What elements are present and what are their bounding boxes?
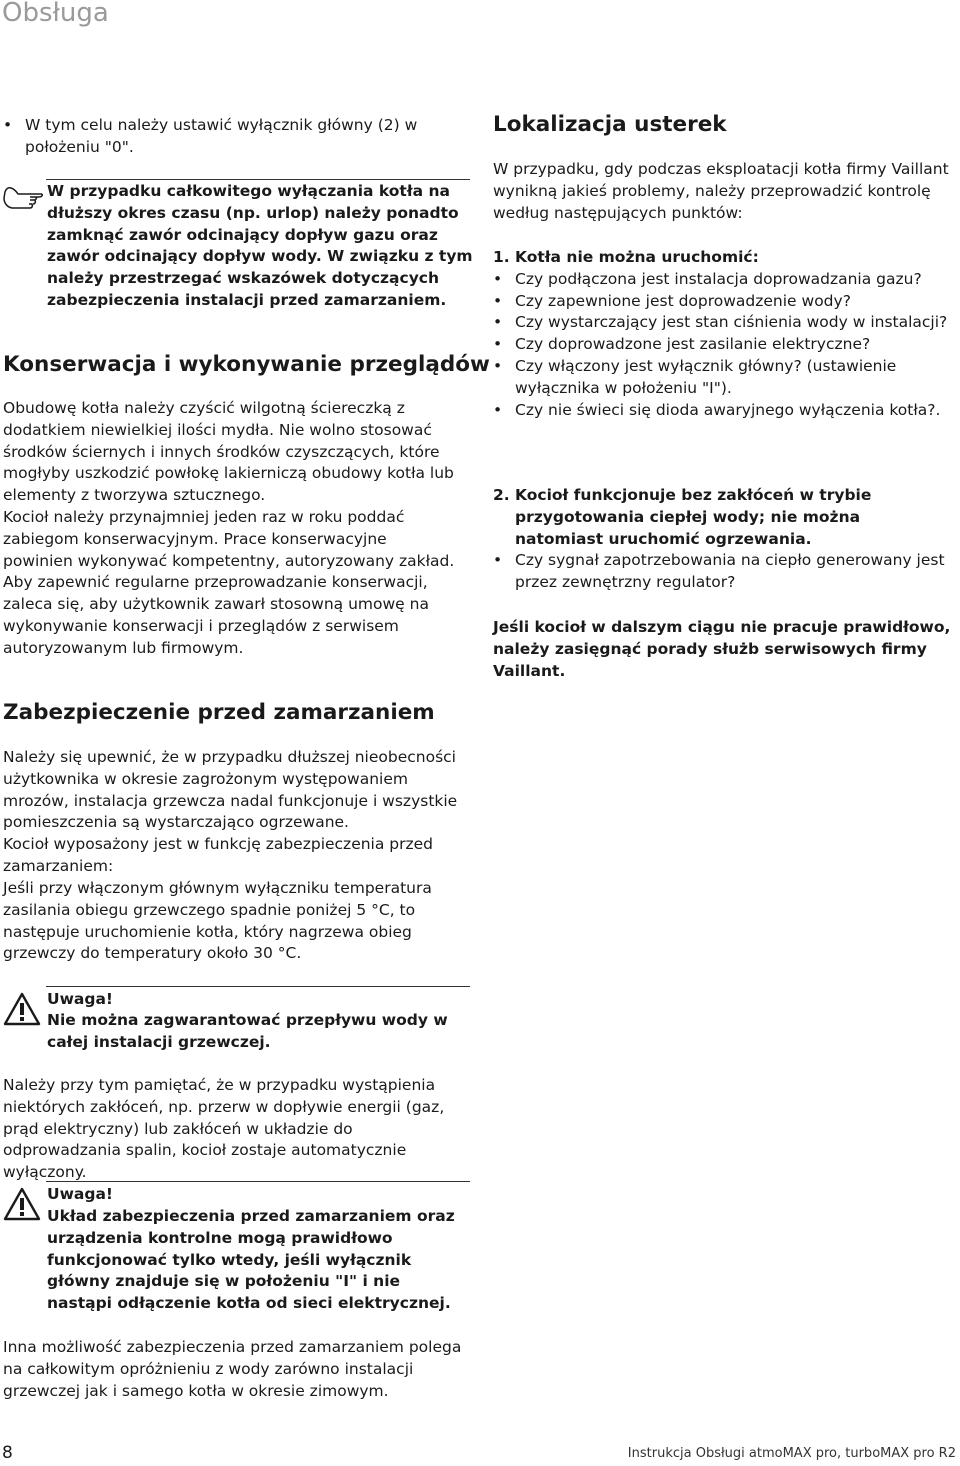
item-2-bullets	[493, 550, 953, 594]
frost-paragraph-4: Należy przy tym pamiętać, że w przypadku wystąpienia niektórych zakłóceń, np. przerw w dopływie energii (gaz, prąd elektryczny) lub zakłóceń w układzie do odprowadzania spalin, kocioł zostaje automatycznie wyłączony.	[3, 1076, 445, 1182]
list-item	[3, 115, 458, 159]
troubleshooting-item-1	[493, 247, 953, 421]
bullet-dot: •	[493, 335, 503, 354]
troubleshooting-closing: Jeśli kocioł w dalszym ciągu nie pracuje prawidłowo, należy zasięgnąć porady służb serwisowych firmy Vaillant.	[493, 618, 951, 680]
warning-triangle-icon	[3, 992, 41, 1026]
warning-2-divider	[46, 1181, 470, 1182]
bullet-dot: •	[493, 291, 503, 310]
bullet-dot: •	[493, 313, 503, 332]
list-item-text: Czy zapewnione jest doprowadzenie wody?	[515, 291, 851, 310]
list-item	[493, 291, 953, 313]
frost-paragraph-5: Inna możliwość zabezpieczenia przed zamarzaniem polega na całkowitym opróżnieniu z wody zarówno instalacji grzewczej jak i samego kotła w okresie zimowym.	[3, 1338, 462, 1400]
list-item	[493, 356, 953, 400]
list-item-text: Czy sygnał zapotrzebowania na ciepło generowany jest przez zewnętrzny regulator?	[515, 551, 945, 592]
item-2-title-row	[493, 485, 953, 550]
maintenance-paragraph-1: Obudowę kotła należy czyścić wilgotną ściereczką z dodatkiem niewielkiej ilości mydła. Nie wolno stosować środków ściernych i innych środków czyszczących, które mogłyby uszkodzić powłokę lakierniczą obudowy kotła lub elementy z tworzywa sztucznego.	[3, 399, 454, 505]
list-item-text: Czy podłączona jest instalacja doprowadzania gazu?	[515, 269, 922, 288]
item-1-number: 1.	[493, 248, 510, 266]
list-item	[493, 550, 953, 594]
note-text: W przypadku całkowitego wyłączania kotła na dłuższy okres czasu (np. urlop) należy ponadto zamknąć zawór odcinający dopływ gazu oraz zawór odcinający dopływ wody. W związku z tym należy przestrzegać wskazówek dotyczących zabezpieczenia instalacji przed zamarzaniem.	[47, 182, 473, 309]
maintenance-paragraph-2: Kocioł należy przynajmniej jeden raz w roku poddać zabiegom konserwacyjnym. Prace konserwacyjne powinien wykonywać kompetentny, autoryzowany zakład. Aby zapewnić regularne przeprowadzanie konserwacji, zaleca się, aby użytkownik zawarł stosowną umowę na wykonywanie konserwacji i przeglądów z serwisem autoryzowanym lub firmowym.	[3, 508, 455, 657]
frost-paragraph-2: Kocioł wyposażony jest w funkcję zabezpieczenia przed zamarzaniem:	[3, 835, 434, 875]
page-title: Obsługa	[2, 0, 109, 28]
bullet-dot: •	[3, 116, 13, 134]
list-item-text: Czy nie świeci się dioda awaryjnego wyłączenia kotła?.	[515, 400, 941, 419]
bullet-dot: •	[493, 356, 503, 375]
note-divider	[46, 179, 470, 180]
item-2-title: Kocioł funkcjonuje bez zakłóceń w trybie przygotowania ciepłej wody; nie można natomiast uruchomić ogrzewania.	[515, 486, 872, 548]
troubleshooting-item-2	[493, 485, 953, 594]
list-item	[493, 312, 953, 334]
item-1-title: Kotła nie można uruchomić:	[515, 248, 759, 266]
list-item	[493, 269, 953, 291]
warning-triangle-icon	[3, 1187, 41, 1221]
document-title: Instrukcja Obsługi atmoMAX pro, turboMAX pro R2	[627, 1446, 956, 1461]
maintenance-heading: Konserwacja i wykonywanie przeglądów	[3, 352, 490, 377]
item-1-title-row	[493, 247, 953, 269]
warning-1-divider	[46, 986, 470, 987]
pointing-hand-icon	[2, 185, 44, 211]
intro-bullet-list	[3, 115, 458, 159]
frost-heading: Zabezpieczenie przed zamarzaniem	[3, 700, 435, 725]
list-item-text: Czy wystarczający jest stan ciśnienia wody w instalacji?	[515, 313, 948, 332]
warning-1-text: Nie można zagwarantować przepływu wody w całej instalacji grzewczej.	[47, 1011, 448, 1051]
list-item	[493, 400, 953, 422]
list-item-text: Czy doprowadzone jest zasilanie elektryczne?	[515, 335, 871, 354]
warning-2-text: Układ zabezpieczenia przed zamarzaniem oraz urządzenia kontrolne mogą prawidłowo funkcjonować tylko wtedy, jeśli wyłącznik główny znajduje się w położeniu "I" i nie nastąpi odłączenie kotła od sieci elektrycznej.	[47, 1207, 455, 1313]
troubleshooting-heading: Lokalizacja usterek	[493, 112, 727, 137]
bullet-dot: •	[493, 400, 503, 419]
troubleshooting-intro: W przypadku, gdy podczas eksploatacji kotła firmy Vaillant wynikną jakieś problemy, należy przeprowadzić kontrolę według następujących punktów:	[493, 160, 949, 222]
warning-1-title: Uwaga!	[47, 990, 113, 1008]
item-1-bullets	[493, 269, 953, 422]
list-item-text: W tym celu należy ustawić wyłącznik główny (2) w położeniu "0".	[25, 116, 418, 156]
page-number: 8	[2, 1443, 13, 1463]
bullet-dot: •	[493, 551, 503, 570]
frost-paragraph-3: Jeśli przy włączonym głównym wyłączniku temperatura zasilania obiegu grzewczego spadnie poniżej 5 °C, to następuje uruchomienie kotła, który nagrzewa obieg grzewczy do temperatury około 30 °C.	[3, 879, 432, 963]
list-item-text: Czy włączony jest wyłącznik główny? (ustawienie wyłącznika w położeniu "I").	[515, 356, 897, 397]
warning-2-title: Uwaga!	[47, 1185, 113, 1203]
bullet-dot: •	[493, 269, 503, 288]
frost-paragraph-1: Należy się upewnić, że w przypadku dłuższej nieobecności użytkownika w okresie zagrożonym występowaniem mrozów, instalacja grzewcza nadal funkcjonuje i wszystkie pomieszczenia są wystarczająco ogrzewane.	[3, 748, 458, 832]
list-item	[493, 334, 953, 356]
item-2-number: 2.	[493, 486, 510, 504]
